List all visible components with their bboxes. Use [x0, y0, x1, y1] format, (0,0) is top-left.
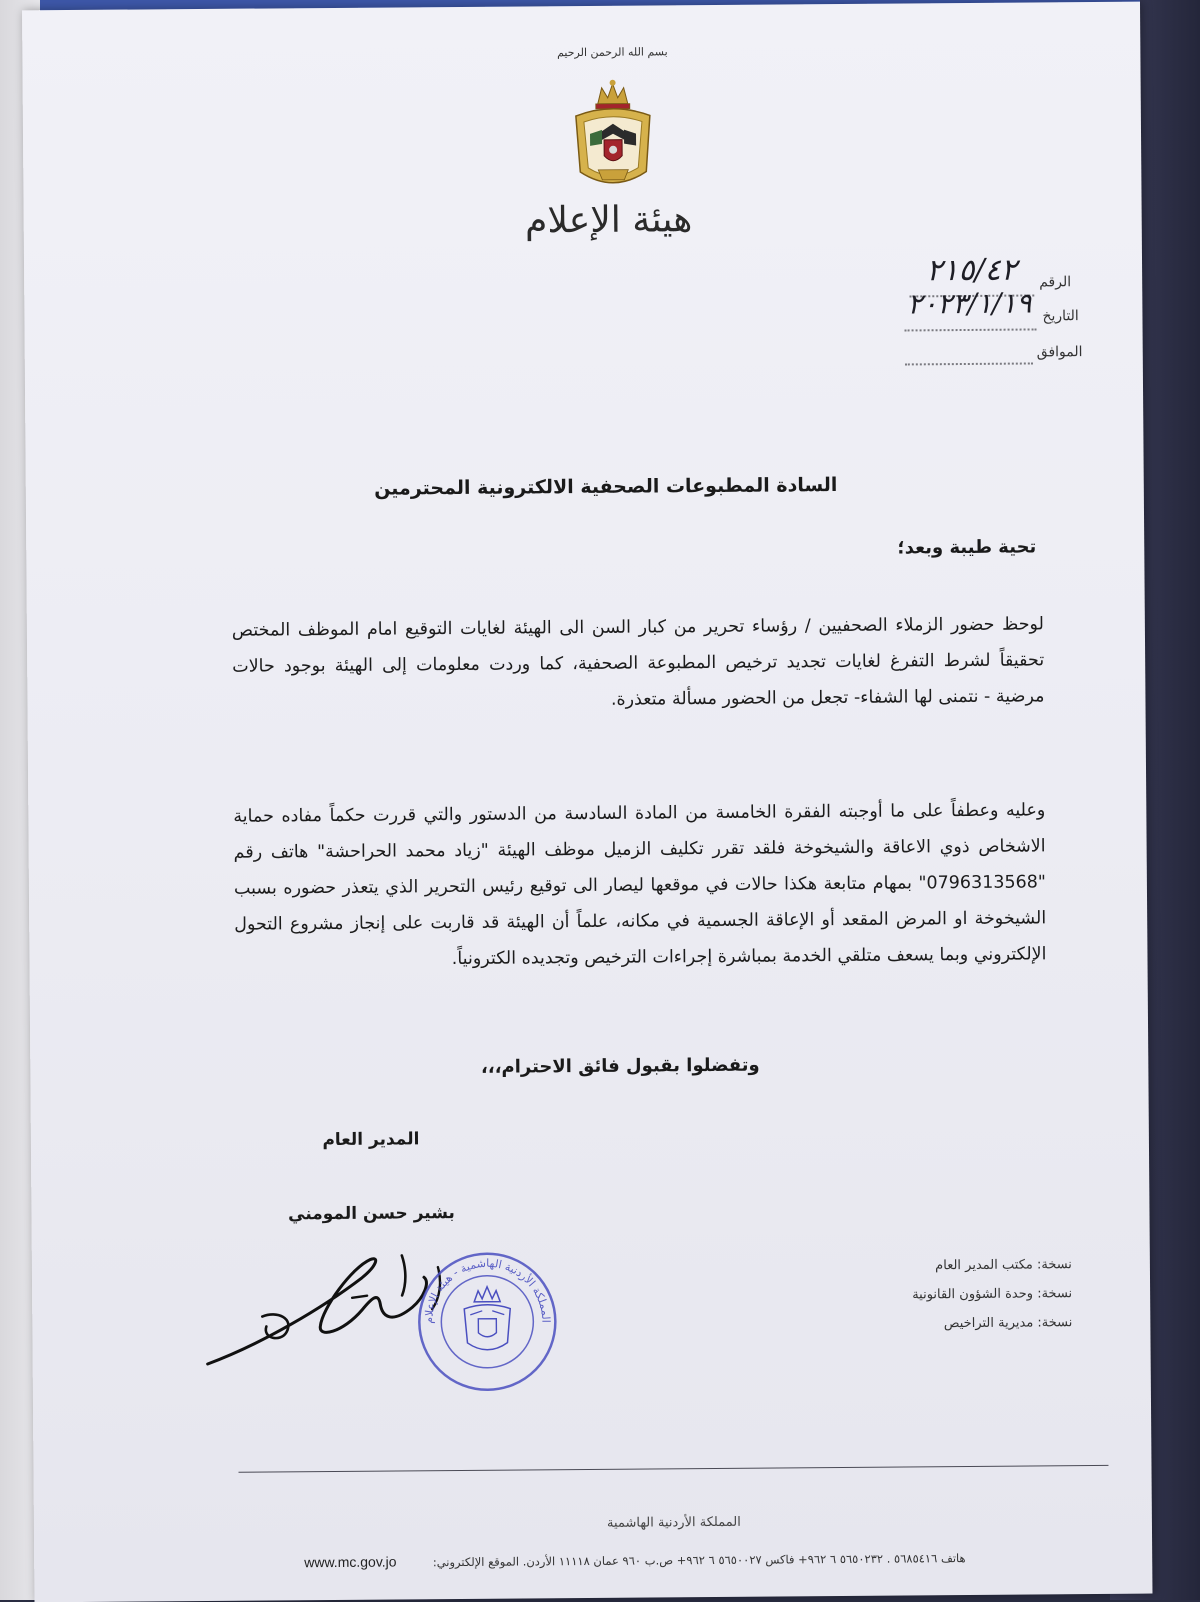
body-paragraph-1: لوحظ حضور الزملاء الصحفيين / رؤساء تحرير من كبار السن الى الهيئة لغايات التوقيع امام الموظف المختص تحقيقاً لشرط التفرغ لغايات تجديد ترخيص المطبوعة الصحفية، كما وردت معلومات إلى الهيئة بوجود حالات مرضية - نتمنى لها الشفاء- تجعل من الحضور مسألة متعذرة.	[231, 614, 1045, 710]
royal-crest-icon	[568, 75, 659, 196]
signatory-title: المدير العام	[322, 1129, 420, 1151]
organization-name: هيئة الإعلام	[524, 199, 693, 242]
addressee: السادة المطبوعات الصحفية الالكترونية المحترمين	[374, 474, 838, 500]
signatory-name: بشير حسن المومني	[287, 1203, 455, 1225]
official-stamp	[412, 1246, 563, 1397]
copy-item: نسخة: وحدة الشؤون القانونية	[912, 1286, 1073, 1303]
copy-item: نسخة: مكتب المدير العام	[935, 1257, 1072, 1274]
copies-list	[822, 1250, 1073, 1339]
stamp-text: المملكة الأردنية الهاشمية - هيئة الإعلام	[422, 1256, 553, 1324]
footer-divider	[239, 1465, 1109, 1473]
number-label: الرقم	[1039, 274, 1072, 291]
greeting: تحية طيبة وبعد؛	[897, 536, 1037, 559]
corresponding-label: الموافق	[1036, 344, 1083, 361]
date-value: ٢٠٢٣/١/١٩	[907, 286, 1032, 321]
date-line	[905, 328, 1037, 331]
letter-sheet	[22, 2, 1152, 1602]
number-value: ٢١٥/٤٢	[926, 252, 1018, 289]
footer-website-link[interactable]: www.mc.gov.jo	[304, 1553, 397, 1571]
corresponding-line	[905, 362, 1033, 365]
footer-contacts: هاتف ٥٦٨٥٤١٦ . ٥٦٥٠٢٣٢ ٦ ٩٦٢+ فاكس ٥٦٥٠٠٢٧ ٦ ٩٦٢+ ص.ب ٩٦٠ عمان ١١١١٨ الأردن. الموقع الإلكتروني:	[432, 1551, 966, 1570]
corresponding-value	[905, 334, 1033, 335]
copy-item: نسخة: مديرية التراخيص	[943, 1315, 1073, 1332]
closing-line: وتفضلوا بقبول فائق الاحترام،،،	[480, 1054, 760, 1078]
date-label: التاريخ	[1042, 308, 1079, 325]
basmala: بسم الله الرحمن الرحيم	[557, 45, 668, 60]
body-paragraph-2: وعليه وعطفاً على ما أوجبته الفقرة الخامسة من المادة السادسة من الدستور والتي قررت حكماً مفاده حماية الاشخاص ذوي الاعاقة والشيخوخة فلقد تقرر تكليف الزميل موظف الهيئة "زياد محمد الحراحشة" هاتف رقم "0796313568" بمهام متابعة هكذا حالات في موقعها ليصار الى توقيع رئيس التحرير الذي يتعذر حضوره بسبب الشيخوخة او المرض المقعد أو الإعاقة الجسمية في مكانه، علماً أن الهيئة قد قاربت على إنجاز مشروع التحول الإلكتروني وبما يسعف متلقي الخدمة بمباشرة إجراءات الترخيص وتجديده الكترونياً.	[233, 800, 1047, 970]
footer-country: المملكة الأردنية الهاشمية	[606, 1514, 741, 1531]
